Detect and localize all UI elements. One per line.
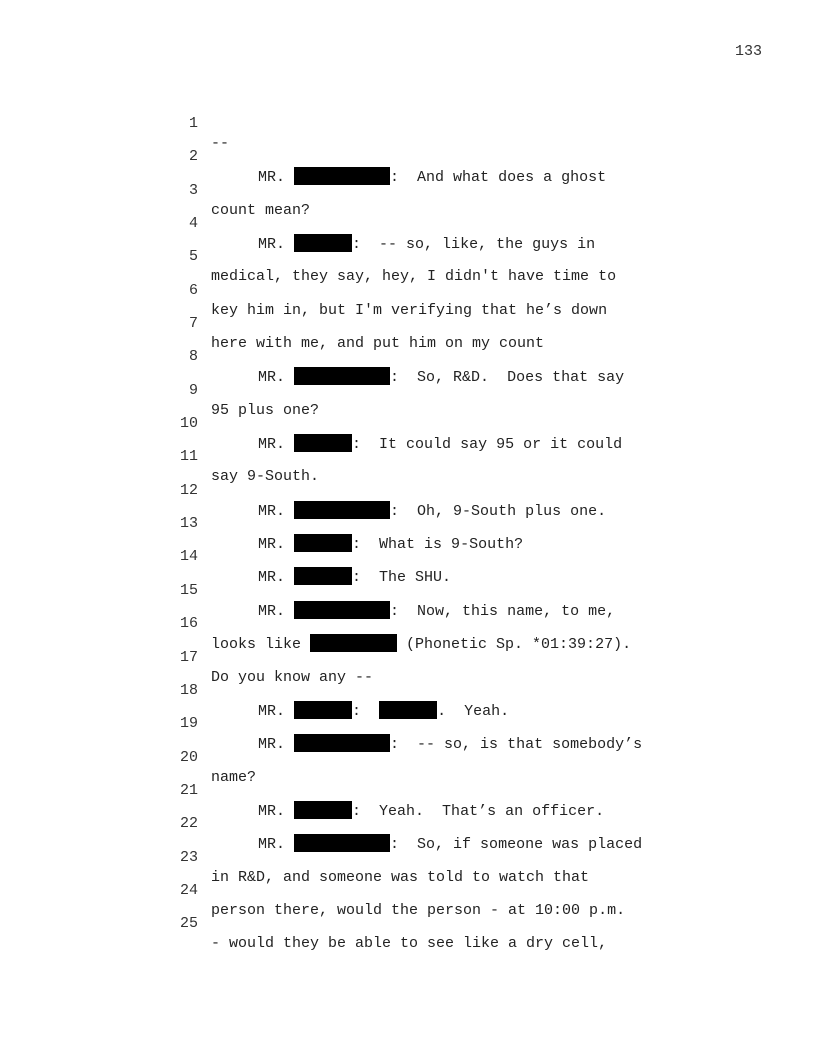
line-text: name?: [211, 768, 257, 786]
transcript-line: [160, 527, 760, 587]
transcript-line: [160, 494, 760, 554]
speaker-colon: :: [390, 602, 400, 620]
transcript-line: [160, 594, 760, 654]
line-text: It could say 95 or it could: [361, 436, 623, 454]
line-text: 95 plus one?: [211, 401, 320, 419]
line-text: --: [211, 135, 230, 152]
line-text: key him in, but I'm verifying that he’s down: [211, 301, 608, 319]
line-number: 3: [188, 181, 198, 199]
line-text: in R&D, and someone was told to watch that: [211, 868, 590, 886]
line-text: What is 9-South?: [361, 536, 524, 554]
line-number: 20: [179, 748, 198, 766]
line-number: 16: [179, 615, 198, 633]
line-number: 23: [179, 848, 198, 866]
transcript-line: [160, 694, 760, 754]
line-number: 4: [188, 215, 198, 233]
line-number: 12: [179, 481, 198, 499]
transcript-line: [160, 127, 760, 187]
transcript-line: [160, 294, 760, 353]
speaker-colon: :: [352, 436, 362, 454]
transcript-line: [160, 361, 760, 419]
transcript-line: [160, 394, 760, 454]
transcript-line: [160, 761, 760, 820]
speaker-title: MR.: [258, 802, 286, 820]
speaker-title: MR.: [258, 702, 286, 720]
line-number: 21: [179, 781, 198, 799]
transcript-body: [160, 94, 760, 953]
speaker-colon: :: [352, 702, 362, 720]
speaker-colon: :: [352, 236, 362, 254]
speaker-colon: :: [390, 502, 400, 520]
speaker-colon: :: [352, 569, 362, 587]
transcript-line: [160, 427, 760, 486]
line-number: 15: [179, 581, 198, 599]
line-text: - would they be able to see like a dry cell,: [211, 935, 608, 953]
line-text: looks like: [211, 636, 311, 654]
line-text: So, if someone was placed: [399, 836, 643, 854]
transcript-line: [160, 794, 760, 854]
line-number: 17: [179, 648, 198, 666]
line-number: 11: [179, 448, 198, 466]
line-number: 9: [188, 381, 198, 399]
line-number: 2: [188, 148, 198, 166]
transcript-line: [160, 661, 760, 720]
line-text: count mean?: [211, 201, 311, 219]
speaker-colon: :: [390, 736, 400, 754]
speaker-title: MR.: [258, 836, 286, 854]
speaker-title: MR.: [258, 169, 286, 187]
transcript-line: [160, 227, 760, 286]
line-text: medical, they say, hey, I didn't have time to: [211, 268, 617, 286]
line-number: 13: [179, 515, 198, 533]
speaker-title: MR.: [258, 569, 286, 587]
transcript-line: [160, 161, 760, 219]
line-number: 22: [179, 815, 198, 833]
transcript-line: [160, 894, 760, 953]
line-number: 18: [179, 681, 198, 699]
line-text: Now, this name, to me,: [399, 602, 616, 620]
line-text: say 9-South.: [211, 468, 320, 486]
transcript-line: [160, 194, 760, 254]
line-text: Oh, 9-South plus one.: [399, 502, 607, 520]
speaker-colon: :: [352, 536, 362, 554]
line-text: -- so, like, the guys in: [361, 236, 596, 254]
line-number: 7: [188, 315, 198, 333]
speaker-title: MR.: [258, 502, 286, 520]
line-number: 1: [188, 115, 198, 132]
speaker-title: MR.: [258, 369, 286, 387]
line-text: So, R&D. Does that say: [399, 369, 625, 387]
line-number: 8: [188, 348, 198, 366]
speaker-colon: :: [352, 802, 362, 820]
line-number: 5: [188, 248, 198, 266]
line-text: here with me, and put him on my count: [211, 335, 545, 353]
transcript-line: [160, 327, 760, 387]
line-number: 25: [179, 915, 198, 933]
line-number: 24: [179, 881, 198, 899]
speaker-colon: :: [390, 169, 400, 187]
transcript-line: [160, 828, 760, 886]
line-number: 14: [179, 548, 198, 566]
line-text: person there, would the person - at 10:00 p.m.: [211, 901, 626, 919]
line-text: -- so, is that somebody’s: [399, 736, 643, 754]
line-text: . Yeah.: [437, 702, 510, 720]
transcript-line: [160, 261, 760, 319]
line-number: 10: [179, 415, 198, 433]
speaker-title: MR.: [258, 602, 286, 620]
transcript-line: [160, 94, 760, 152]
line-text: And what does a ghost: [399, 169, 607, 187]
line-text: The SHU.: [361, 569, 452, 587]
transcript-line: [160, 561, 760, 620]
line-text: Do you know any --: [211, 668, 374, 686]
transcript-line: [160, 628, 760, 686]
transcript-line: [160, 861, 760, 919]
page-number: 133: [734, 43, 762, 60]
transcript-line: [160, 461, 760, 520]
line-number: 19: [179, 715, 198, 733]
speaker-title: MR.: [258, 736, 286, 754]
speaker-colon: :: [390, 369, 400, 387]
transcript-line: [160, 728, 760, 786]
speaker-title: MR.: [258, 236, 286, 254]
speaker-colon: :: [390, 836, 400, 854]
line-text: Yeah. That’s an officer.: [361, 802, 605, 820]
line-number: 6: [188, 281, 198, 299]
speaker-title: MR.: [258, 536, 286, 554]
speaker-title: MR.: [258, 436, 286, 454]
line-text: (Phonetic Sp. *01:39:27).: [397, 636, 632, 654]
